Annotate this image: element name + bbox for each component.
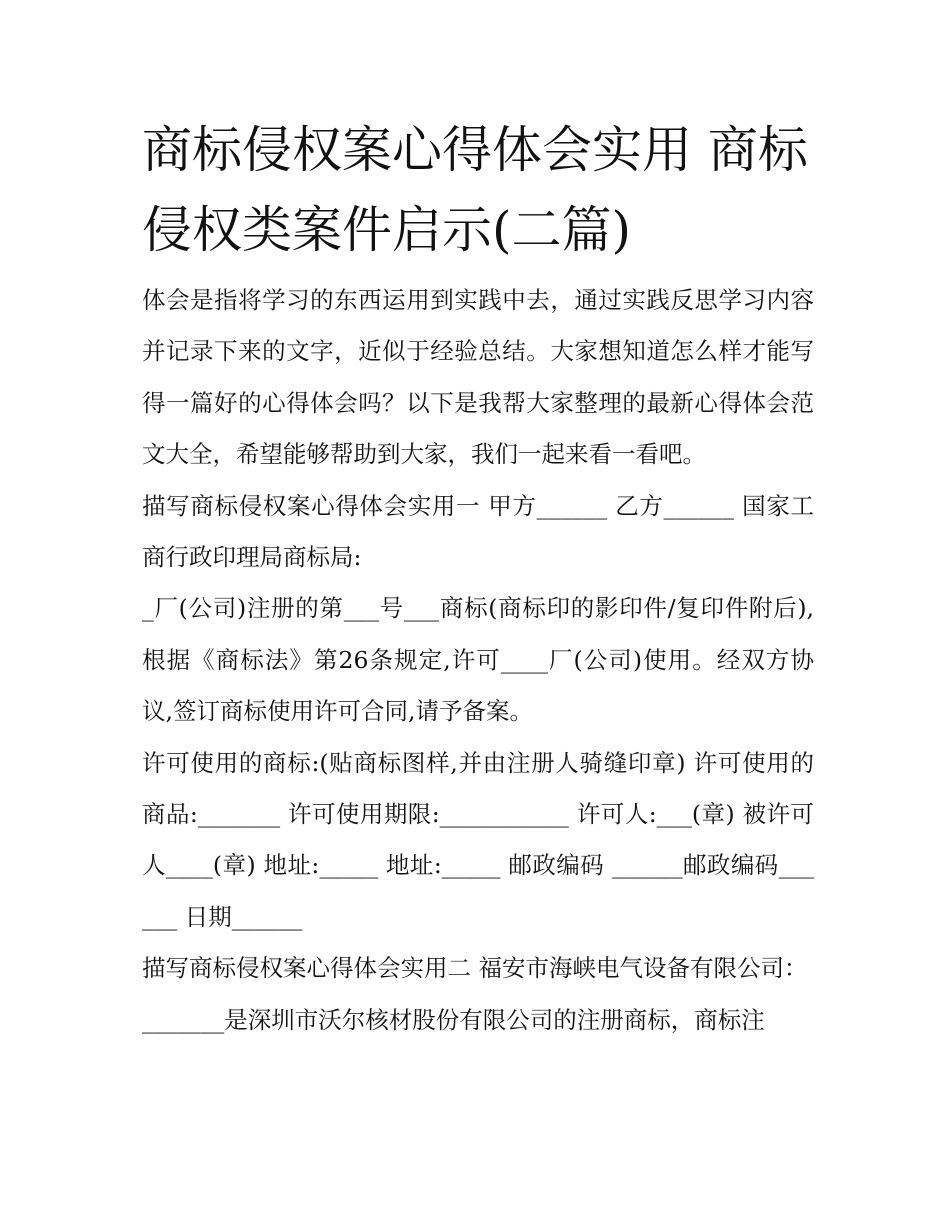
registration-paragraph: _厂(公司)注册的第___号___商标(商标印的影印件/复印件附后),根据《商标法》第26条规定,许可____厂(公司)使用。经双方协议,签订商标使用许可合同,请予备案。 — [142, 594, 814, 726]
trademark-owner-paragraph: _______是深圳市沃尔核材股份有限公司的注册商标，商标注 — [142, 1005, 765, 1034]
license-details-paragraph: 许可使用的商标:(贴商标图样,并由注册人骑缝印章) 许可使用的商品:_______ 许可使用期限:___________ 许可人:___(章) 被许可人____(章) 地址:_____ 地址:_____ 邮政编码 ______邮政编码______ 日期______ — [142, 748, 814, 931]
intro-paragraph: 体会是指将学习的东西运用到实践中去，通过实践反思学习内容并记录下来的文字，近似于经验总结。大家想知道怎么样才能写得一篇好的心得体会吗？以下是我帮大家整理的最新心得体会范文大全，希望能够帮助到大家，我们一起来看一看吧。 — [142, 286, 814, 469]
document-body — [142, 275, 814, 1046]
section-one-heading-paragraph: 描写商标侵权案心得体会实用一 甲方______ 乙方______ 国家工商行政印理局商标局: — [142, 491, 814, 572]
section-two-heading-paragraph: 描写商标侵权案心得体会实用二 福安市海峡电气设备有限公司： — [142, 954, 808, 983]
document-title: 商标侵权案心得体会实用 商标侵权类案件启示(二篇) — [142, 121, 808, 259]
